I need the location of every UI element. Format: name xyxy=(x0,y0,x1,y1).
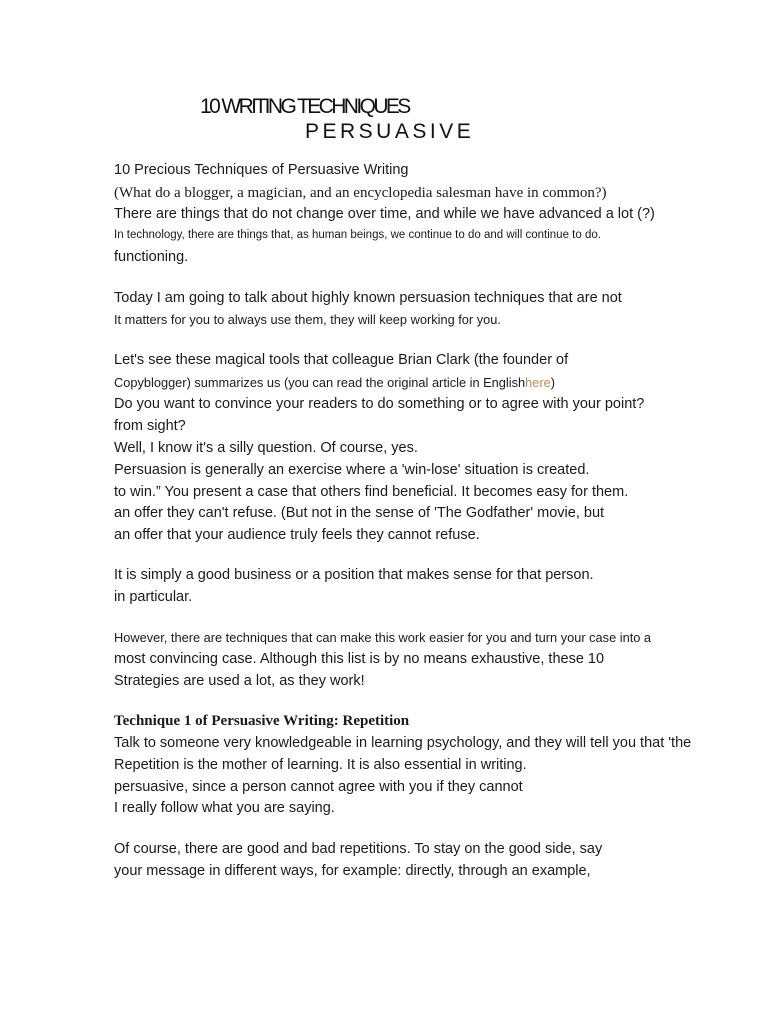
paragraph-line: from sight? xyxy=(114,418,186,434)
paragraph-line: functioning. xyxy=(114,249,189,265)
paragraph-line: I really follow what you are saying. xyxy=(114,800,335,816)
paragraph-line: an offer they can't refuse. (But not in the sense of 'The Godfather' movie, but xyxy=(114,505,605,521)
title-line-1: 10 WRITING TECHNIQUES xyxy=(200,95,409,118)
paragraph-line: persuasive, since a person cannot agree with you if they cannot xyxy=(114,779,523,795)
paragraph-line: Persuasion is generally an exercise where a 'win-lose' situation is created. xyxy=(114,462,590,478)
paragraph-line: Of course, there are good and bad repetitions. To stay on the good side, say xyxy=(114,841,603,857)
paragraph-line: Talk to someone very knowledgeable in learning psychology, and they will tell you that 'the xyxy=(114,735,692,751)
paragraph-line: in particular. xyxy=(114,589,193,605)
paragraph-line: Repetition is the mother of learning. It is also essential in writing. xyxy=(114,757,527,773)
paragraph-line: Do you want to convince your readers to do something or to agree with your point? xyxy=(114,396,645,412)
paragraph-line: Strategies are used a lot, as they work! xyxy=(114,673,365,689)
paragraph-line: an offer that your audience truly feels they cannot refuse. xyxy=(114,527,480,543)
paragraph-text: Copyblogger) summarizes us (you can read the original article in English xyxy=(114,375,526,390)
section-heading: Technique 1 of Persuasive Writing: Repetition xyxy=(114,713,410,729)
paragraph-line: Let's see these magical tools that colleague Brian Clark (the founder of xyxy=(114,352,569,368)
paragraph-line: It is simply a good business or a position that makes sense for that person. xyxy=(114,567,594,583)
paragraph-line: 10 Precious Techniques of Persuasive Writing xyxy=(114,162,409,178)
paragraph-line: However, there are techniques that can make this work easier for you and turn your case into a xyxy=(114,630,652,645)
paragraph-line: your message in different ways, for example: directly, through an example, xyxy=(114,863,591,879)
article-link[interactable]: here xyxy=(525,375,551,390)
paragraph-line: (What do a blogger, a magician, and an encyclopedia salesman have in common?) xyxy=(114,185,607,201)
paragraph-line: There are things that do not change over time, and while we have advanced a lot (?) xyxy=(114,206,655,222)
paragraph-line: to win.” You present a case that others find beneficial. It becomes easy for them. xyxy=(114,484,629,500)
paragraph-line: Well, I know it's a silly question. Of course, yes. xyxy=(114,440,418,456)
paragraph-line: most convincing case. Although this list is by no means exhaustive, these 10 xyxy=(114,651,605,667)
paragraph-line xyxy=(114,375,555,390)
paragraph-line: Today I am going to talk about highly known persuasion techniques that are not xyxy=(114,290,622,306)
paragraph-line: In technology, there are things that, as human beings, we continue to do and will continue to do. xyxy=(114,229,601,241)
paragraph-line: It matters for you to always use them, they will keep working for you. xyxy=(114,312,501,327)
paragraph-text: ) xyxy=(550,375,556,390)
title-line-2: PERSUASIVE xyxy=(305,120,475,143)
